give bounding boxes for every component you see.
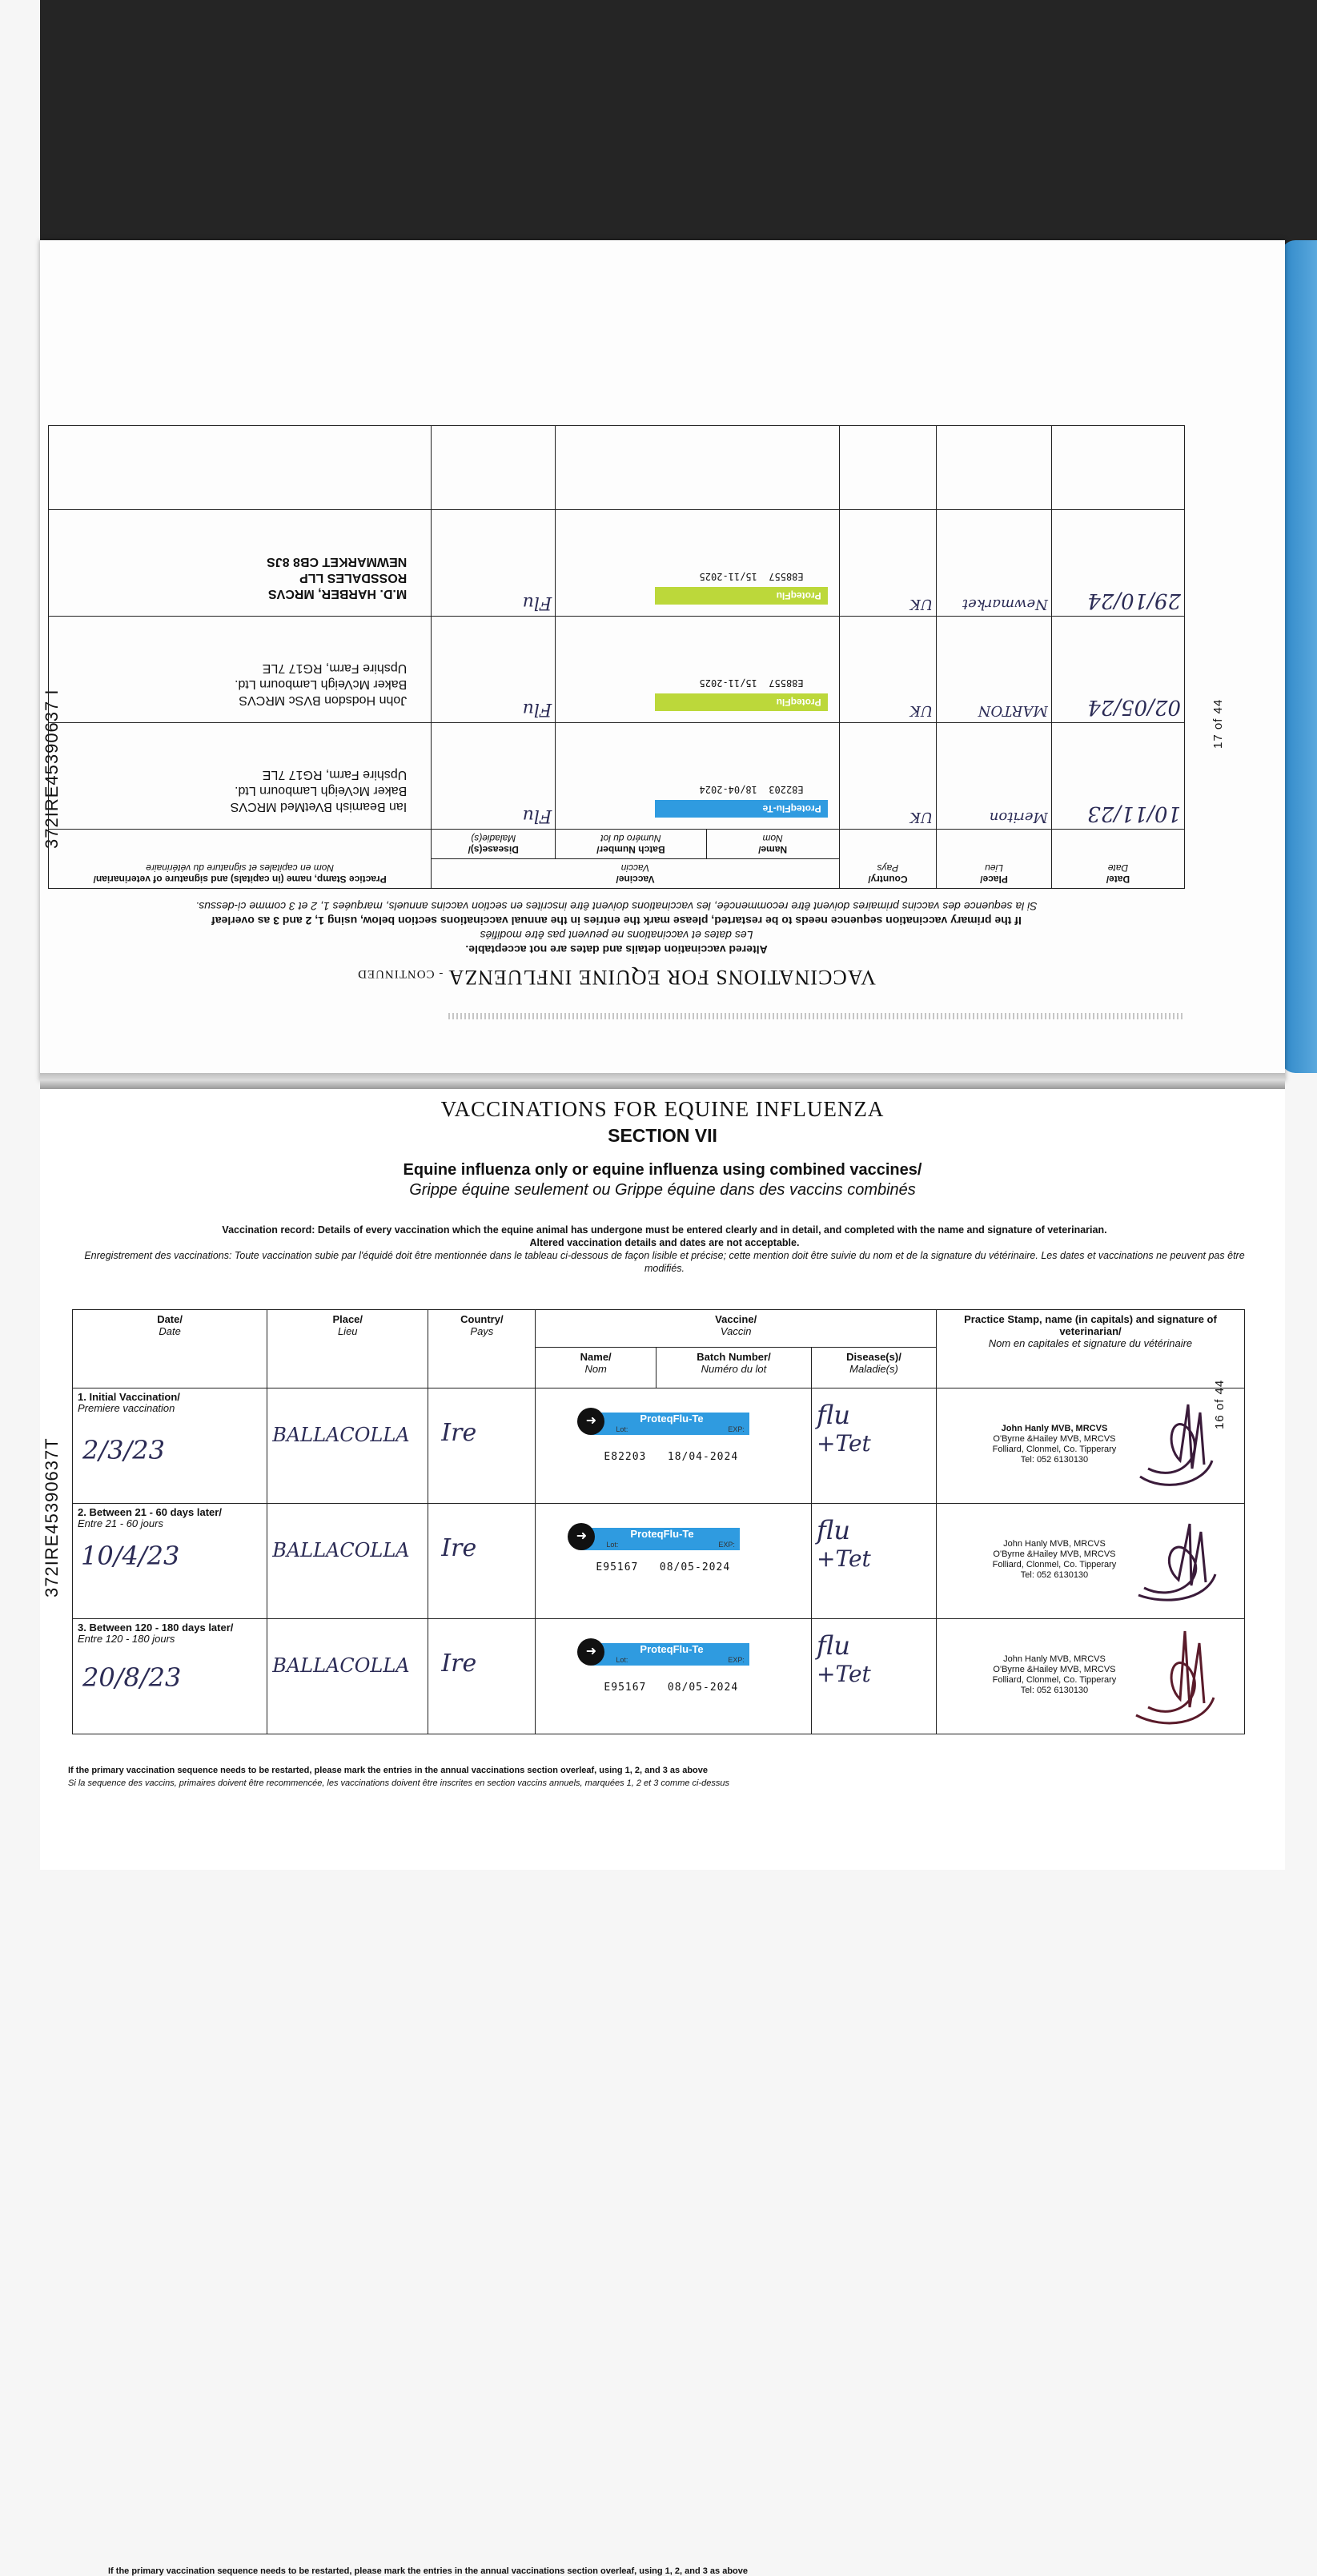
vaccination-place: BALLACOLLA bbox=[272, 1539, 410, 1561]
stage-label: 1. Initial Vaccination/ bbox=[78, 1391, 180, 1403]
vet-stamp bbox=[49, 617, 432, 723]
th-vaccine: Vaccine/ Vaccin bbox=[536, 1310, 937, 1348]
note-altered-fr: Les dates et vaccinations ne peuvent pas être modifiés bbox=[480, 929, 753, 942]
disease: flu bbox=[817, 1515, 850, 1545]
vaccination-date: 20/8/23 bbox=[82, 1662, 182, 1693]
table-row-empty bbox=[49, 426, 1185, 510]
stamp-line: Upshire Farm, RG17 7LE bbox=[262, 661, 408, 675]
table-row bbox=[49, 617, 1185, 723]
vaccination-place: BALLACOLLA bbox=[272, 1654, 410, 1677]
th-batch: Batch Number/ Numéro du lot bbox=[556, 830, 706, 859]
top-notes bbox=[48, 899, 1185, 957]
record-instructions bbox=[84, 1224, 1245, 1249]
batch-expiry: 18/04-2024 bbox=[667, 1451, 739, 1463]
page-number-16: 16 of 44 bbox=[1213, 1379, 1227, 1429]
footnote-en-visible: If the primary vaccination sequence needs to be restarted, please mark the entries in the annual vaccinations section overleaf, using 1, 2, and 3 as above bbox=[68, 1766, 709, 1775]
batch-expiry: 08/05-2024 bbox=[659, 1561, 731, 1573]
top-page-rotated bbox=[48, 324, 1185, 989]
row-country: UK bbox=[909, 596, 934, 613]
stamp-line: O'Byrne &Hailey MVB, MRCVS bbox=[993, 1665, 1116, 1674]
date-cell bbox=[73, 1619, 267, 1734]
disease-extra: +Tet bbox=[817, 1661, 871, 1687]
bottom-heading: VACCINATIONS FOR EQUINE INFLUENZA bbox=[440, 1097, 885, 1121]
vet-stamp bbox=[936, 1619, 1244, 1734]
stamp-line: ROSSDALES LLP bbox=[299, 571, 408, 585]
signature-icon bbox=[1132, 1512, 1220, 1608]
batch-expiry: 15/11-2025 bbox=[699, 677, 757, 689]
disease-extra: +Tet bbox=[817, 1430, 871, 1457]
vet-stamp bbox=[936, 1388, 1244, 1504]
th-name: Name/ Nom bbox=[536, 1348, 656, 1388]
date-cell bbox=[73, 1504, 267, 1619]
row-date: 10/11/23 bbox=[1087, 802, 1181, 826]
stamp-line: Baker McVeigh Lambourn Ltd. bbox=[235, 784, 408, 798]
th-date: Date/ Date bbox=[73, 1310, 267, 1388]
footnote-en: If the primary vaccination sequence needs to be restarted, please mark the entries in the annual vaccinations section overleaf, using 1, 2, and 3 as above bbox=[108, 2566, 749, 2576]
vaccine-sticker: ProteqFlu-Te bbox=[655, 800, 828, 818]
vaccination-country: Ire bbox=[441, 1650, 477, 1678]
th-country: Country/ Pays bbox=[428, 1310, 536, 1388]
top-heading bbox=[48, 965, 1185, 989]
vaccination-date: 10/4/23 bbox=[81, 1541, 180, 1571]
primary-vaccination-table bbox=[72, 1309, 1245, 1734]
table-row bbox=[49, 723, 1185, 830]
batch-expiry: 15/11-2025 bbox=[699, 571, 757, 582]
stamp-line: O'Byrne &Hailey MVB, MRCVS bbox=[993, 1549, 1116, 1559]
exp-label: EXP: bbox=[728, 1425, 745, 1433]
batch-number: E95167 bbox=[604, 1682, 647, 1694]
stamp-line: Baker McVeigh Lambourn Ltd. bbox=[235, 677, 408, 691]
batch-expiry: 08/05-2024 bbox=[667, 1682, 739, 1694]
stage-label-fr: Premiere vaccination bbox=[78, 1402, 175, 1414]
exp-label: EXP: bbox=[718, 1541, 735, 1549]
exp-label: EXP: bbox=[728, 1656, 745, 1664]
note-altered: Altered vaccination details and dates are not acceptable. bbox=[465, 943, 768, 956]
stage-label: 3. Between 120 - 180 days later/ bbox=[78, 1622, 234, 1634]
stamp-line: John Hanly MVB, MRCVS bbox=[1003, 1539, 1106, 1549]
vaccine-batch-cell bbox=[536, 1619, 812, 1734]
vaccine-name: ProteqFlu-Te bbox=[592, 1413, 749, 1435]
disease: flu bbox=[817, 1400, 850, 1430]
stamp-line: Tel: 052 6130130 bbox=[1020, 1570, 1089, 1580]
margin-code-bottom: 372IRE45390637T bbox=[42, 1437, 62, 1597]
book-spine-fold bbox=[40, 1073, 1285, 1091]
vaccine-sticker bbox=[577, 1408, 749, 1437]
vaccine-sticker: ProteqFlu bbox=[655, 587, 828, 605]
batch-number: E88557 bbox=[769, 677, 804, 689]
vet-stamp bbox=[936, 1504, 1244, 1619]
arrow-logo-icon: ➜ bbox=[568, 1523, 595, 1550]
batch-expiry: 18/04-2024 bbox=[699, 784, 757, 795]
margin-code-top: 372IRE45390637 I bbox=[42, 689, 62, 849]
scanner-background bbox=[40, 0, 1317, 268]
page-16 bbox=[40, 1089, 1285, 2576]
disease: flu bbox=[817, 1630, 850, 1661]
vet-stamp bbox=[49, 723, 432, 830]
stamp-line: Folliard, Clonmel, Co. Tipperary bbox=[992, 1560, 1117, 1569]
row-place: Newmarket bbox=[962, 596, 1048, 613]
vaccine-name: ProteqFlu-Te bbox=[582, 1528, 740, 1550]
top-vaccination-table bbox=[48, 425, 1185, 889]
record-fr: Enregistrement des vaccinations: Toute vaccination subie par l'équidé doit être mentionnée dans le tableau ci-dessous de façon lisible et précise; cette mention doit être suivie du nom et de la signature du vétérinaire. Les dates et vaccinations ne peuvent pas être modifiés. bbox=[84, 1250, 1245, 1274]
stage-label: 2. Between 21 - 60 days later/ bbox=[78, 1506, 222, 1518]
th-country: Country/ Pays bbox=[839, 830, 937, 889]
arrow-logo-icon: ➜ bbox=[577, 1408, 604, 1435]
vet-stamp bbox=[49, 510, 432, 617]
batch-number: E82203 bbox=[769, 784, 804, 795]
th-stamp: Practice Stamp, name (in capitals) and signature of veterinarian/ Nom en capitales et signature du vétérinaire bbox=[936, 1310, 1244, 1388]
th-date: Date/ Date bbox=[1051, 830, 1184, 889]
signature-icon bbox=[1132, 1397, 1220, 1493]
vaccination-country: Ire bbox=[441, 1419, 477, 1447]
table-row bbox=[73, 1619, 1245, 1734]
stamp-line: John Hanly MVB, MRCVS bbox=[1003, 1654, 1106, 1664]
record-en-altered: Altered vaccination details and dates are not acceptable. bbox=[529, 1237, 800, 1248]
section-title: SECTION VII bbox=[608, 1125, 717, 1146]
th-place: Place/ Lieu bbox=[267, 1310, 428, 1388]
row-disease: Flu bbox=[522, 699, 552, 719]
th-disease: Disease(s)/ Maladie(s) bbox=[432, 830, 556, 859]
record-en: Vaccination record: Details of every vaccination which the equine animal has undergone must be entered clearly and in detail, and completed with the name and signature of veterinarian. bbox=[222, 1224, 1107, 1236]
note-restart: If the primary vaccination sequence needs to be restarted, please mark the entries in the annual vaccinations section below, using 1, 2 and 3 as overleaf bbox=[211, 914, 1022, 927]
stamp-line: M.D. HARBER, MRCVS bbox=[267, 587, 408, 601]
table-row bbox=[73, 1504, 1245, 1619]
stamp-line: John Hodsdon BVSc MRCVS bbox=[239, 693, 408, 707]
stamp-line: Ian Beamish BVetMed MRCVS bbox=[230, 800, 408, 814]
stamp-line: Tel: 052 6130130 bbox=[1020, 1686, 1089, 1695]
arrow-logo-icon: ➜ bbox=[577, 1638, 604, 1666]
th-place: Place/ Lieu bbox=[937, 830, 1052, 889]
row-disease: Flu bbox=[522, 593, 552, 613]
stage-label-fr: Entre 21 - 60 jours bbox=[78, 1517, 163, 1529]
page-number-17: 17 of 44 bbox=[1211, 698, 1225, 749]
row-disease: Flu bbox=[522, 806, 552, 826]
stage-label-fr: Entre 120 - 180 jours bbox=[78, 1633, 175, 1645]
stamp-line: John Hanly MVB, MRCVS bbox=[1001, 1424, 1108, 1433]
vaccine-batch-cell bbox=[536, 1504, 812, 1619]
table-row bbox=[73, 1388, 1245, 1504]
row-country: UK bbox=[909, 702, 934, 719]
vaccine-sticker bbox=[568, 1523, 740, 1552]
stamp-line: Folliard, Clonmel, Co. Tipperary bbox=[992, 1675, 1117, 1685]
disease-extra: +Tet bbox=[817, 1545, 871, 1572]
top-heading-suffix: - CONTINUED bbox=[357, 967, 444, 980]
row-date: 29/10/24 bbox=[1087, 589, 1181, 613]
stamp-line: Folliard, Clonmel, Co. Tipperary bbox=[992, 1445, 1117, 1454]
vaccine-sticker: ProteqFlu bbox=[655, 693, 828, 711]
row-date: 02/05/24 bbox=[1087, 695, 1181, 719]
row-place: MARTON bbox=[978, 702, 1048, 719]
batch-number: E95167 bbox=[596, 1561, 639, 1573]
footnote-fr: Si la sequence des vaccins, primaires doivent être recommencée, les vaccinations doivent être inscrites en section vaccins annuels, marquées 1, 2 et 3 comme ci-dessus bbox=[68, 1778, 730, 1788]
subtitle-fr: Grippe équine seulement ou Grippe équine dans des vaccins combinés bbox=[409, 1181, 916, 1199]
vaccine-sticker bbox=[577, 1638, 749, 1667]
vaccination-date: 2/3/23 bbox=[82, 1435, 165, 1465]
passport-cover-edge bbox=[1281, 240, 1317, 1073]
lot-label: Lot: bbox=[616, 1425, 628, 1433]
th-name: Name/ Nom bbox=[706, 830, 839, 859]
batch-number: E88557 bbox=[769, 571, 804, 582]
vaccination-country: Ire bbox=[441, 1534, 477, 1562]
top-heading-text: VACCINATIONS FOR EQUINE INFLUENZA bbox=[448, 966, 876, 989]
th-stamp: Practice Stamp, name (in capitals) and signature of veterinarian/ Nom en capitales et signature du vétérinaire bbox=[49, 830, 432, 889]
date-cell bbox=[73, 1388, 267, 1504]
subtitle-en: Equine influenza only or equine influenza using combined vaccines/ bbox=[403, 1161, 922, 1179]
stamp-line: O'Byrne &Hailey MVB, MRCVS bbox=[993, 1434, 1116, 1444]
vaccine-batch-cell bbox=[536, 1388, 812, 1504]
th-disease: Disease(s)/ Maladie(s) bbox=[812, 1348, 937, 1388]
row-country: UK bbox=[909, 809, 934, 826]
th-batch: Batch Number/ Numéro du lot bbox=[656, 1348, 811, 1388]
vaccination-place: BALLACOLLA bbox=[272, 1424, 410, 1446]
lot-label: Lot: bbox=[606, 1541, 619, 1549]
row-place: Meriton bbox=[989, 809, 1048, 826]
signature-icon bbox=[1132, 1627, 1220, 1731]
stamp-line: Tel: 052 6130130 bbox=[1020, 1455, 1089, 1465]
scan-noise bbox=[448, 1013, 1185, 1019]
stamp-line: Upshire Farm, RG17 7LE bbox=[262, 768, 408, 782]
stamp-line: NEWMARKET CB8 8JS bbox=[267, 555, 408, 569]
lot-label: Lot: bbox=[616, 1656, 628, 1664]
table-row bbox=[49, 510, 1185, 617]
note-restart-fr: Si la sequence des vaccins primaires doivent être recommencée, les vaccinations doivent être inscrites en section vaccins annuels, marquées 1, 2 et 3 comme ci-dessus. bbox=[195, 900, 1038, 913]
batch-number: E82203 bbox=[604, 1451, 647, 1463]
vaccine-name: ProteqFlu-Te bbox=[592, 1643, 749, 1666]
th-vaccine: Vaccine/ Vaccin bbox=[432, 859, 839, 889]
